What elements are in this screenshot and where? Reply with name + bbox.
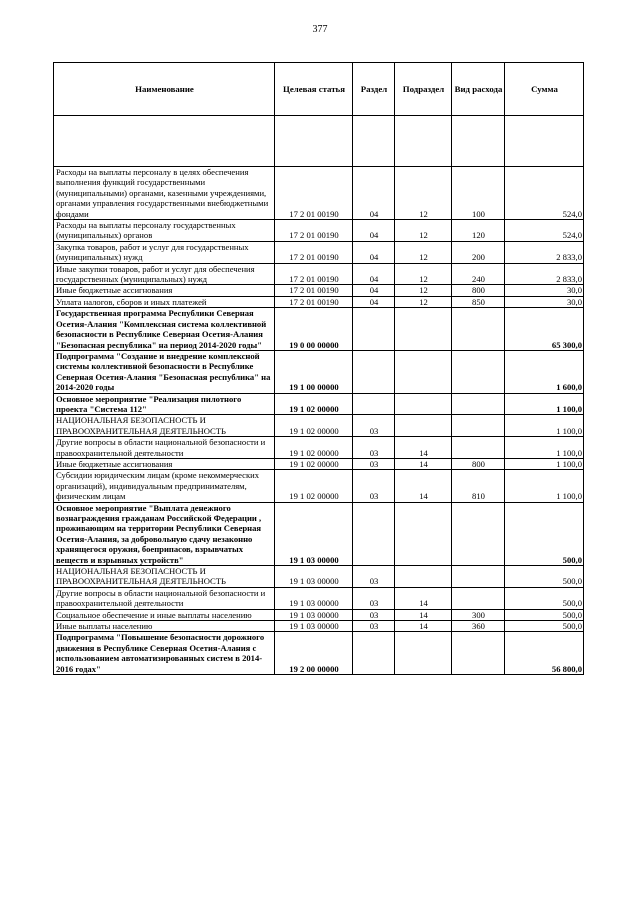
row-section: 04 xyxy=(353,220,395,242)
table-row xyxy=(54,393,584,415)
table-row xyxy=(54,502,584,565)
row-target: 19 1 02 00000 xyxy=(275,470,353,502)
table-row xyxy=(54,621,584,632)
row-target: 17 2 01 00190 xyxy=(275,241,353,263)
row-sum: 2 833,0 xyxy=(505,241,584,263)
row-target: 19 1 03 00000 xyxy=(275,566,353,588)
row-expense-type xyxy=(452,587,505,609)
row-sum: 500,0 xyxy=(505,502,584,565)
row-name: Другие вопросы в области национальной безопасности и правоохранительной деятельности xyxy=(54,587,275,609)
row-sum: 1 100,0 xyxy=(505,415,584,437)
row-subsection: 12 xyxy=(395,285,452,296)
row-sum: 500,0 xyxy=(505,609,584,620)
table-row xyxy=(54,470,584,502)
row-expense-type xyxy=(452,437,505,459)
budget-table xyxy=(53,62,584,675)
row-expense-type xyxy=(452,566,505,588)
table-row xyxy=(54,587,584,609)
row-expense-type: 850 xyxy=(452,296,505,307)
row-sum: 1 600,0 xyxy=(505,350,584,393)
row-expense-type: 800 xyxy=(452,285,505,296)
row-sum: 1 100,0 xyxy=(505,470,584,502)
row-target: 19 1 02 00000 xyxy=(275,458,353,469)
row-expense-type: 120 xyxy=(452,220,505,242)
row-sum: 1 100,0 xyxy=(505,437,584,459)
table-row xyxy=(54,609,584,620)
row-section: 04 xyxy=(353,167,395,220)
row-expense-type xyxy=(452,308,505,351)
row-target: 19 1 00 00000 xyxy=(275,350,353,393)
row-section xyxy=(353,502,395,565)
table-row xyxy=(54,566,584,588)
table-row xyxy=(54,350,584,393)
row-subsection: 12 xyxy=(395,167,452,220)
row-name: Иные бюджетные ассигнования xyxy=(54,285,275,296)
row-sum: 1 100,0 xyxy=(505,458,584,469)
row-sum: 56 800,0 xyxy=(505,632,584,675)
row-target: 17 2 01 00190 xyxy=(275,285,353,296)
table-row xyxy=(54,285,584,296)
row-sum: 524,0 xyxy=(505,220,584,242)
row-sum: 30,0 xyxy=(505,296,584,307)
header-section: Раздел xyxy=(353,63,395,116)
row-sum: 65 300,0 xyxy=(505,308,584,351)
row-subsection xyxy=(395,566,452,588)
row-target: 19 1 02 00000 xyxy=(275,437,353,459)
table-row xyxy=(54,167,584,220)
header-name: Наименование xyxy=(54,63,275,116)
row-section xyxy=(353,350,395,393)
row-expense-type: 360 xyxy=(452,621,505,632)
row-target: 19 1 02 00000 xyxy=(275,415,353,437)
row-section: 04 xyxy=(353,285,395,296)
row-subsection: 14 xyxy=(395,470,452,502)
row-subsection: 12 xyxy=(395,263,452,285)
row-name: Государственная программа Республики Северная Осетия-Алания "Комплексная система коллективной безопасности в Республике Северная Осетия-Алания "Безопасная республика" на период 2014-2020 годы" xyxy=(54,308,275,351)
row-target: 19 0 00 00000 xyxy=(275,308,353,351)
row-name: Основное мероприятие "Реализация пилотного проекта "Система 112" xyxy=(54,393,275,415)
row-target: 17 2 01 00190 xyxy=(275,167,353,220)
row-expense-type: 810 xyxy=(452,470,505,502)
row-subsection: 14 xyxy=(395,621,452,632)
row-name: Уплата налогов, сборов и иных платежей xyxy=(54,296,275,307)
row-name: Субсидии юридическим лицам (кроме некоммерческих организаций), индивидуальным предпринимателям, физическим лицам xyxy=(54,470,275,502)
table-row xyxy=(54,241,584,263)
row-subsection xyxy=(395,308,452,351)
row-sum: 2 833,0 xyxy=(505,263,584,285)
row-name: НАЦИОНАЛЬНАЯ БЕЗОПАСНОСТЬ И ПРАВООХРАНИТЕЛЬНАЯ ДЕЯТЕЛЬНОСТЬ xyxy=(54,415,275,437)
table-row xyxy=(54,632,584,675)
row-target: 17 2 01 00190 xyxy=(275,220,353,242)
table-row xyxy=(54,437,584,459)
table-row xyxy=(54,458,584,469)
row-name: Социальное обеспечение и иные выплаты населению xyxy=(54,609,275,620)
row-target: 17 2 01 00190 xyxy=(275,296,353,307)
row-section xyxy=(353,393,395,415)
row-section xyxy=(353,308,395,351)
header-row xyxy=(54,63,584,116)
row-sum: 1 100,0 xyxy=(505,393,584,415)
row-sum: 500,0 xyxy=(505,587,584,609)
row-section: 03 xyxy=(353,437,395,459)
table-row xyxy=(54,263,584,285)
row-subsection xyxy=(395,350,452,393)
row-section: 03 xyxy=(353,458,395,469)
table-row xyxy=(54,308,584,351)
row-sum: 524,0 xyxy=(505,167,584,220)
row-expense-type xyxy=(452,415,505,437)
header-subsection: Подраздел xyxy=(395,63,452,116)
row-name: Расходы на выплаты персоналу государственных (муниципальных) органов xyxy=(54,220,275,242)
row-target: 19 1 03 00000 xyxy=(275,621,353,632)
row-subsection xyxy=(395,502,452,565)
table-row xyxy=(54,220,584,242)
row-name: Закупка товаров, работ и услуг для государственных (муниципальных) нужд xyxy=(54,241,275,263)
row-name: Иные закупки товаров, работ и услуг для обеспечения государственных (муниципальных) нужд xyxy=(54,263,275,285)
row-expense-type xyxy=(452,350,505,393)
row-section: 03 xyxy=(353,587,395,609)
row-section: 04 xyxy=(353,263,395,285)
row-subsection: 14 xyxy=(395,437,452,459)
row-section: 03 xyxy=(353,470,395,502)
row-section: 04 xyxy=(353,296,395,307)
row-subsection xyxy=(395,632,452,675)
row-sum: 30,0 xyxy=(505,285,584,296)
row-subsection xyxy=(395,415,452,437)
row-target: 17 2 01 00190 xyxy=(275,263,353,285)
row-section: 03 xyxy=(353,566,395,588)
row-name: Подпрограмма "Повышение безопасности дорожного движения в Республике Северная Осетия-Алания с использованием автоматизированных систем в 2014-2016 годах" xyxy=(54,632,275,675)
row-target: 19 1 03 00000 xyxy=(275,587,353,609)
row-subsection xyxy=(395,393,452,415)
row-section: 04 xyxy=(353,241,395,263)
row-name: НАЦИОНАЛЬНАЯ БЕЗОПАСНОСТЬ И ПРАВООХРАНИТЕЛЬНАЯ ДЕЯТЕЛЬНОСТЬ xyxy=(54,566,275,588)
spacer-row xyxy=(54,116,584,167)
header-sum: Сумма xyxy=(505,63,584,116)
row-expense-type xyxy=(452,502,505,565)
row-subsection: 14 xyxy=(395,587,452,609)
row-subsection: 14 xyxy=(395,458,452,469)
row-subsection: 12 xyxy=(395,220,452,242)
row-target: 19 1 03 00000 xyxy=(275,502,353,565)
row-subsection: 12 xyxy=(395,241,452,263)
table-row xyxy=(54,415,584,437)
row-section: 03 xyxy=(353,621,395,632)
row-name: Иные выплаты населению xyxy=(54,621,275,632)
row-section: 03 xyxy=(353,415,395,437)
row-sum: 500,0 xyxy=(505,566,584,588)
row-expense-type: 240 xyxy=(452,263,505,285)
row-expense-type: 100 xyxy=(452,167,505,220)
row-expense-type: 800 xyxy=(452,458,505,469)
row-target: 19 2 00 00000 xyxy=(275,632,353,675)
row-name: Подпрограмма "Создание и внедрение комплексной системы коллективной безопасности в Республике Северная Осетия-Алания "Безопасная республика" на 2014-2020 годы xyxy=(54,350,275,393)
row-subsection: 12 xyxy=(395,296,452,307)
row-target: 19 1 02 00000 xyxy=(275,393,353,415)
table-row xyxy=(54,296,584,307)
row-name: Основное мероприятие "Выплата денежного вознаграждения гражданам Российской Федерации , проживающим на территории Республики Северная Осетия-Алания, за добровольную сдачу незаконно хранящегося оружия, боеприпасов, взрывчатых веществ и взрывных устройств" xyxy=(54,502,275,565)
row-expense-type: 200 xyxy=(452,241,505,263)
row-section xyxy=(353,632,395,675)
row-name: Расходы на выплаты персоналу в целях обеспечения выполнения функций государственными (муниципальными) органами, казенными учреждениями, органами управления государственными внебюджетными фондами xyxy=(54,167,275,220)
header-expense-type: Вид расхода xyxy=(452,63,505,116)
row-expense-type: 300 xyxy=(452,609,505,620)
row-name: Другие вопросы в области национальной безопасности и правоохранительной деятельности xyxy=(54,437,275,459)
page-number: 377 xyxy=(312,24,328,35)
row-sum: 500,0 xyxy=(505,621,584,632)
row-target: 19 1 03 00000 xyxy=(275,609,353,620)
row-expense-type xyxy=(452,632,505,675)
row-section: 03 xyxy=(353,609,395,620)
row-name: Иные бюджетные ассигнования xyxy=(54,458,275,469)
row-subsection: 14 xyxy=(395,609,452,620)
header-target: Целевая статья xyxy=(275,63,353,116)
row-expense-type xyxy=(452,393,505,415)
